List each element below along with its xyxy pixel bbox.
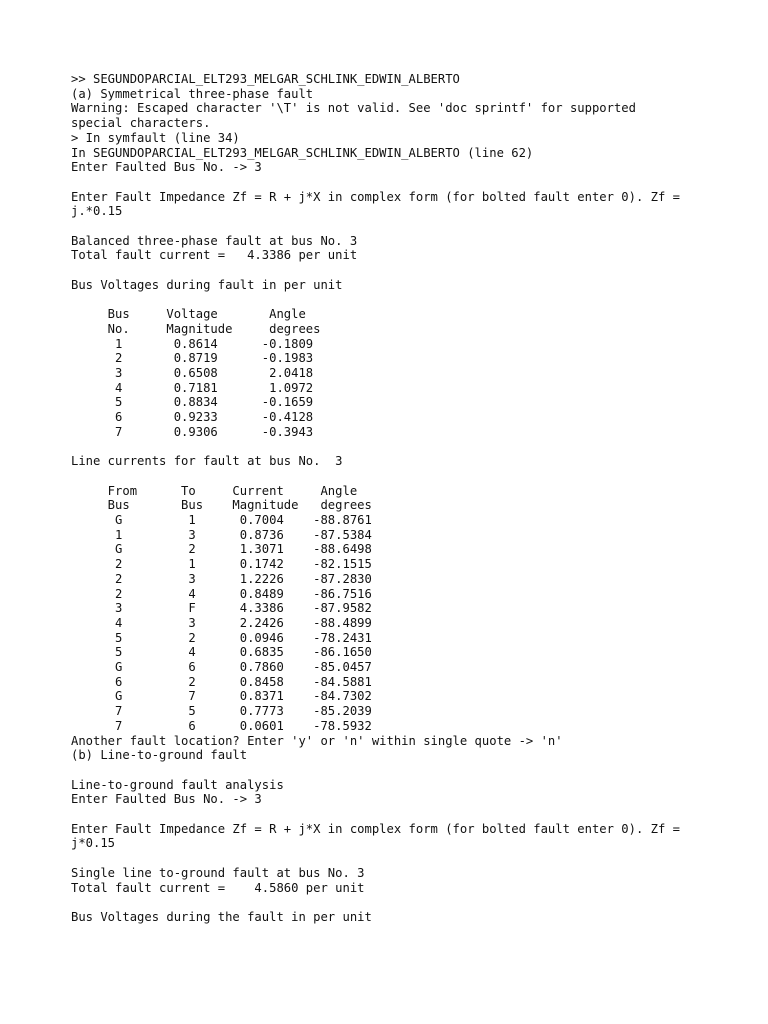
section-heading-line-to-ground: (b) Line-to-ground fault	[71, 748, 248, 763]
line-current-row: G 1 0.7004 -88.8761	[71, 513, 372, 527]
blank-line	[71, 440, 711, 455]
bus-voltage-table-header: Bus Voltage Angle	[71, 307, 306, 322]
bus-voltage-row: 7 0.9306 -0.3943	[71, 424, 314, 439]
faulted-bus-prompt: Enter Faulted Bus No. -> 3	[71, 792, 262, 807]
fault-impedance-input: j*0.15	[71, 836, 116, 851]
bus-voltages-heading: Bus Voltages during fault in per unit	[71, 277, 343, 292]
line-current-row: 3 F 4.3386 -87.9582	[71, 601, 372, 616]
blank-line	[71, 895, 711, 910]
fault-result-heading: Single line to-ground fault at bus No. 3	[71, 865, 365, 880]
line-current-row: 5 2 0.0946 -78.2431	[71, 630, 372, 645]
command-window-output[interactable]	[71, 72, 711, 925]
line-current-row: G 2 1.3071 -88.6498	[71, 542, 372, 557]
line-current-row: G 7 0.8371 -84.7302	[71, 689, 372, 704]
bus-voltage-row: 2 0.8719 -0.1983	[71, 351, 314, 366]
fault-impedance-prompt: Enter Fault Impedance Zf = R + j*X in complex form (for bolted fault enter 0). Zf =	[71, 189, 681, 204]
bus-voltage-row: 6 0.9233 -0.4128	[71, 410, 314, 425]
blank-line	[71, 763, 711, 778]
line-current-row: 7 5 0.7773 -85.2039	[71, 704, 372, 719]
blank-line	[71, 219, 711, 234]
bus-voltage-table-subheader: No. Magnitude degrees	[71, 321, 321, 336]
bus-voltage-row: 4 0.7181 1.0972	[71, 380, 314, 395]
blank-line	[71, 175, 711, 190]
fault-impedance-input: j.*0.15	[71, 204, 123, 219]
another-fault-prompt: Another fault location? Enter 'y' or 'n' within single quote -> 'n'	[71, 733, 563, 748]
blank-line	[71, 263, 711, 278]
bus-voltage-row: 3 0.6508 2.0418	[71, 366, 314, 380]
warning-message: Warning: Escaped character '\T' is not valid. See 'doc sprintf' for supported	[71, 101, 636, 116]
bus-voltages-heading: Bus Voltages during the fault in per unit	[71, 909, 372, 924]
line-current-row: 6 2 0.8458 -84.5881	[71, 674, 372, 689]
warning-message-continued: special characters.	[71, 116, 211, 131]
line-current-row: 5 4 0.6835 -86.1650	[71, 645, 372, 660]
line-current-row: G 6 0.7860 -85.0457	[71, 660, 372, 675]
line-current-table-header: From To Current Angle	[71, 483, 358, 498]
fault-result-heading: Balanced three-phase fault at bus No. 3	[71, 233, 358, 248]
analysis-title: Line-to-ground fault analysis	[71, 777, 284, 792]
line-current-row: 7 6 0.0601 -78.5932	[71, 718, 372, 733]
line-current-row: 1 3 0.8736 -87.5384	[71, 527, 372, 542]
stack-trace-link-symfault[interactable]: > In symfault (line 34)	[71, 130, 240, 145]
bus-voltage-row: 5 0.8834 -0.1659	[71, 395, 314, 410]
total-fault-current: Total fault current = 4.5860 per unit	[71, 880, 365, 895]
blank-line	[71, 293, 711, 308]
line-current-row: 2 1 0.1742 -82.1515	[71, 557, 372, 572]
bus-voltage-row: 1 0.8614 -0.1809	[71, 336, 314, 351]
total-fault-current: Total fault current = 4.3386 per unit	[71, 248, 358, 263]
command-prompt-line: >> SEGUNDOPARCIAL_ELT293_MELGAR_SCHLINK_EDWIN_ALBERTO	[71, 72, 460, 86]
blank-line	[71, 469, 711, 484]
blank-line	[71, 807, 711, 822]
line-current-table-subheader: Bus Bus Magnitude degrees	[71, 498, 372, 513]
fault-impedance-prompt: Enter Fault Impedance Zf = R + j*X in complex form (for bolted fault enter 0). Zf =	[71, 821, 681, 836]
line-current-row: 2 3 1.2226 -87.2830	[71, 571, 372, 586]
blank-line	[71, 851, 711, 866]
section-heading-symmetrical: (a) Symmetrical three-phase fault	[71, 86, 314, 101]
line-current-row: 4 3 2.2426 -88.4899	[71, 615, 372, 630]
line-currents-heading: Line currents for fault at bus No. 3	[71, 454, 343, 469]
stack-trace-link-main[interactable]: In SEGUNDOPARCIAL_ELT293_MELGAR_SCHLINK_EDWIN_ALBERTO (line 62)	[71, 145, 534, 160]
line-current-row: 2 4 0.8489 -86.7516	[71, 586, 372, 601]
faulted-bus-prompt: Enter Faulted Bus No. -> 3	[71, 160, 262, 175]
